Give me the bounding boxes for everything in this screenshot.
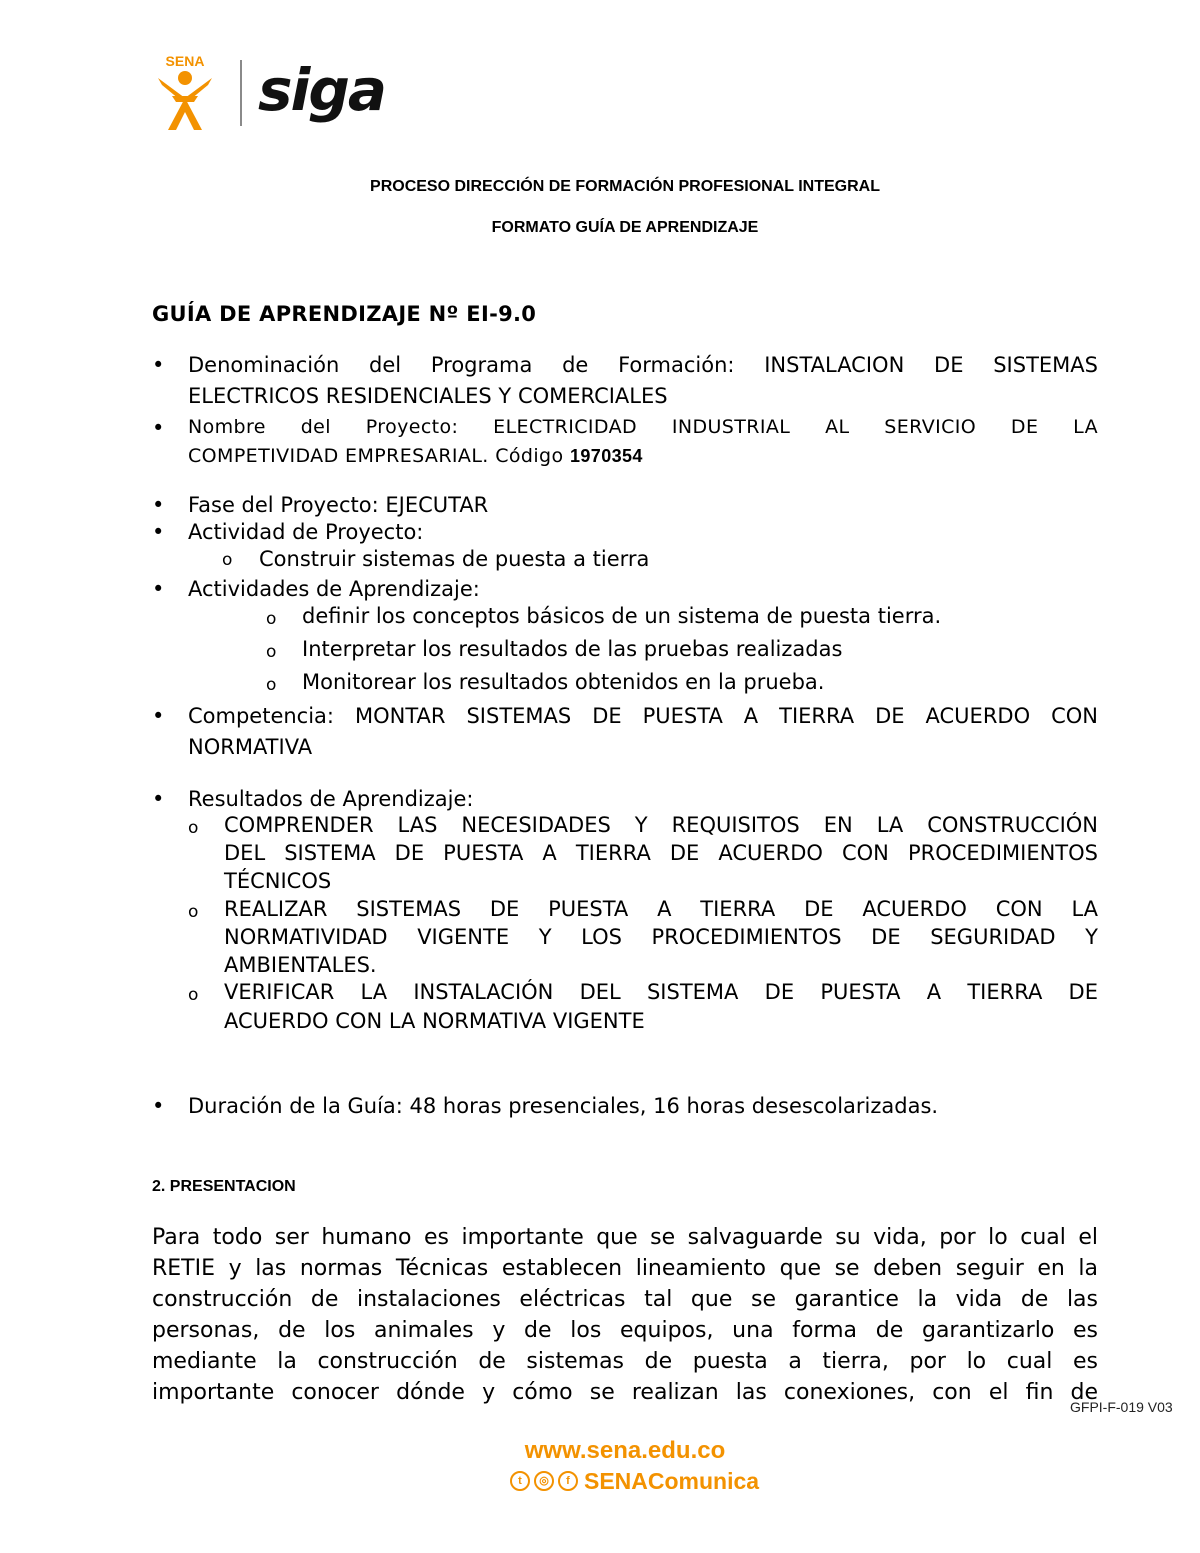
bullet-icon: •: [152, 787, 165, 811]
bullet-icon: •: [152, 520, 165, 544]
program-line-1: Denominación del Programa de Formación: INSTALACION DE SISTEMAS: [188, 353, 1098, 377]
footer-url[interactable]: www.sena.edu.co: [524, 1437, 726, 1464]
presentation-paragraph: [152, 1222, 1098, 1408]
result-3-line-1: VERIFICAR LA INSTALACIÓN DEL SISTEMA DE PUESTA A TIERRA DE: [224, 980, 1098, 1004]
siga-logo: siga: [258, 56, 386, 124]
result-3: [224, 978, 1098, 1036]
project-code: 1970354: [569, 446, 643, 466]
phase-item: Fase del Proyecto: EJECUTAR: [188, 493, 489, 517]
learning-activity-2: Interpretar los resultados de las pruebas realizadas: [302, 637, 843, 661]
competence-line-2: NORMATIVA: [188, 735, 313, 759]
facebook-icon[interactable]: f: [558, 1471, 578, 1491]
learning-activity-3: Monitorear los resultados obtenidos en la prueba.: [302, 670, 825, 694]
format-heading: FORMATO GUÍA DE APRENDIZAJE: [491, 219, 759, 236]
presentation-line: RETIE y las normas Técnicas establecen lineamiento que se deben seguir en la: [152, 1256, 1098, 1281]
result-2-line-3: AMBIENTALES.: [224, 953, 377, 977]
presentation-line: construcción de instalaciones eléctricas tal que se garantice la vida de las: [152, 1287, 1098, 1312]
circle-bullet-icon: o: [188, 818, 199, 838]
project-activity-1: Construir sistemas de puesta a tierra: [259, 547, 650, 571]
footer-social: [510, 1466, 759, 1496]
project-name-line-2: COMPETIVIDAD EMPRESARIAL. Código: [188, 445, 564, 467]
circle-bullet-icon: o: [188, 985, 199, 1005]
program-line-2: ELECTRICOS RESIDENCIALES Y COMERCIALES: [188, 384, 668, 408]
bullet-icon: •: [152, 493, 165, 517]
section-heading: 2. PRESENTACION: [152, 1178, 296, 1195]
circle-bullet-icon: o: [266, 642, 277, 662]
footer-handle[interactable]: SENAComunica: [584, 1467, 760, 1494]
presentation-line: mediante la construcción de sistemas de puesta a tierra, por lo cual es: [152, 1349, 1098, 1374]
project-name-item: [188, 413, 1098, 471]
result-2: [224, 895, 1098, 979]
circle-bullet-icon: o: [222, 550, 233, 570]
program-item: [188, 350, 1098, 412]
guide-title: GUÍA DE APRENDIZAJE Nº EI-9.0: [152, 302, 537, 326]
competence-line-1: Competencia: MONTAR SISTEMAS DE PUESTA A TIERRA DE ACUERDO CON: [188, 704, 1098, 728]
bullet-icon: •: [152, 416, 165, 440]
result-1-line-1: COMPRENDER LAS NECESIDADES Y REQUISITOS EN LA CONSTRUCCIÓN: [224, 813, 1098, 837]
header-logos: [150, 52, 390, 132]
learning-activities-label: Actividades de Aprendizaje:: [188, 577, 480, 601]
project-activity-label: Actividad de Proyecto:: [188, 520, 424, 544]
result-3-line-2: ACUERDO CON LA NORMATIVA VIGENTE: [224, 1009, 645, 1033]
sena-logo: [150, 52, 220, 132]
circle-bullet-icon: o: [266, 675, 277, 695]
circle-bullet-icon: o: [266, 609, 277, 629]
svg-text:SENA: SENA: [165, 53, 205, 69]
competence-item: [188, 701, 1098, 763]
result-2-line-1: REALIZAR SISTEMAS DE PUESTA A TIERRA DE ACUERDO CON LA: [224, 897, 1098, 921]
results-label: Resultados de Aprendizaje:: [188, 787, 474, 811]
result-1: [224, 811, 1098, 895]
project-name-line-1: Nombre del Proyecto: ELECTRICIDAD INDUSTRIAL AL SERVICIO DE LA: [188, 416, 1098, 438]
instagram-icon[interactable]: ◎: [534, 1471, 554, 1491]
result-2-line-2: NORMATIVIDAD VIGENTE Y LOS PROCEDIMIENTOS DE SEGURIDAD Y: [224, 925, 1098, 949]
logo-divider: [240, 60, 242, 126]
twitter-icon[interactable]: t: [510, 1471, 530, 1491]
bullet-icon: •: [152, 353, 165, 377]
presentation-line: Para todo ser humano es importante que se salvaguarde su vida, por lo cual el: [152, 1225, 1098, 1250]
duration-item: Duración de la Guía: 48 horas presenciales, 16 horas desescolarizadas.: [188, 1094, 939, 1118]
process-heading: PROCESO DIRECCIÓN DE FORMACIÓN PROFESIONAL INTEGRAL: [370, 178, 880, 195]
result-1-line-2: DEL SISTEMA DE PUESTA A TIERRA DE ACUERDO CON PROCEDIMIENTOS: [224, 841, 1098, 865]
learning-activity-1: definir los conceptos básicos de un sistema de puesta tierra.: [302, 604, 942, 628]
form-code: GFPI-F-019 V03: [1070, 1399, 1173, 1415]
bullet-icon: •: [152, 704, 165, 728]
bullet-icon: •: [152, 577, 165, 601]
presentation-line: importante conocer dónde y cómo se realizan las conexiones, con el fin de: [152, 1380, 1098, 1405]
result-1-line-3: TÉCNICOS: [224, 869, 332, 893]
bullet-icon: •: [152, 1094, 165, 1118]
presentation-line: personas, de los animales y de los equipos, una forma de garantizarlo es: [152, 1318, 1098, 1343]
circle-bullet-icon: o: [188, 902, 199, 922]
